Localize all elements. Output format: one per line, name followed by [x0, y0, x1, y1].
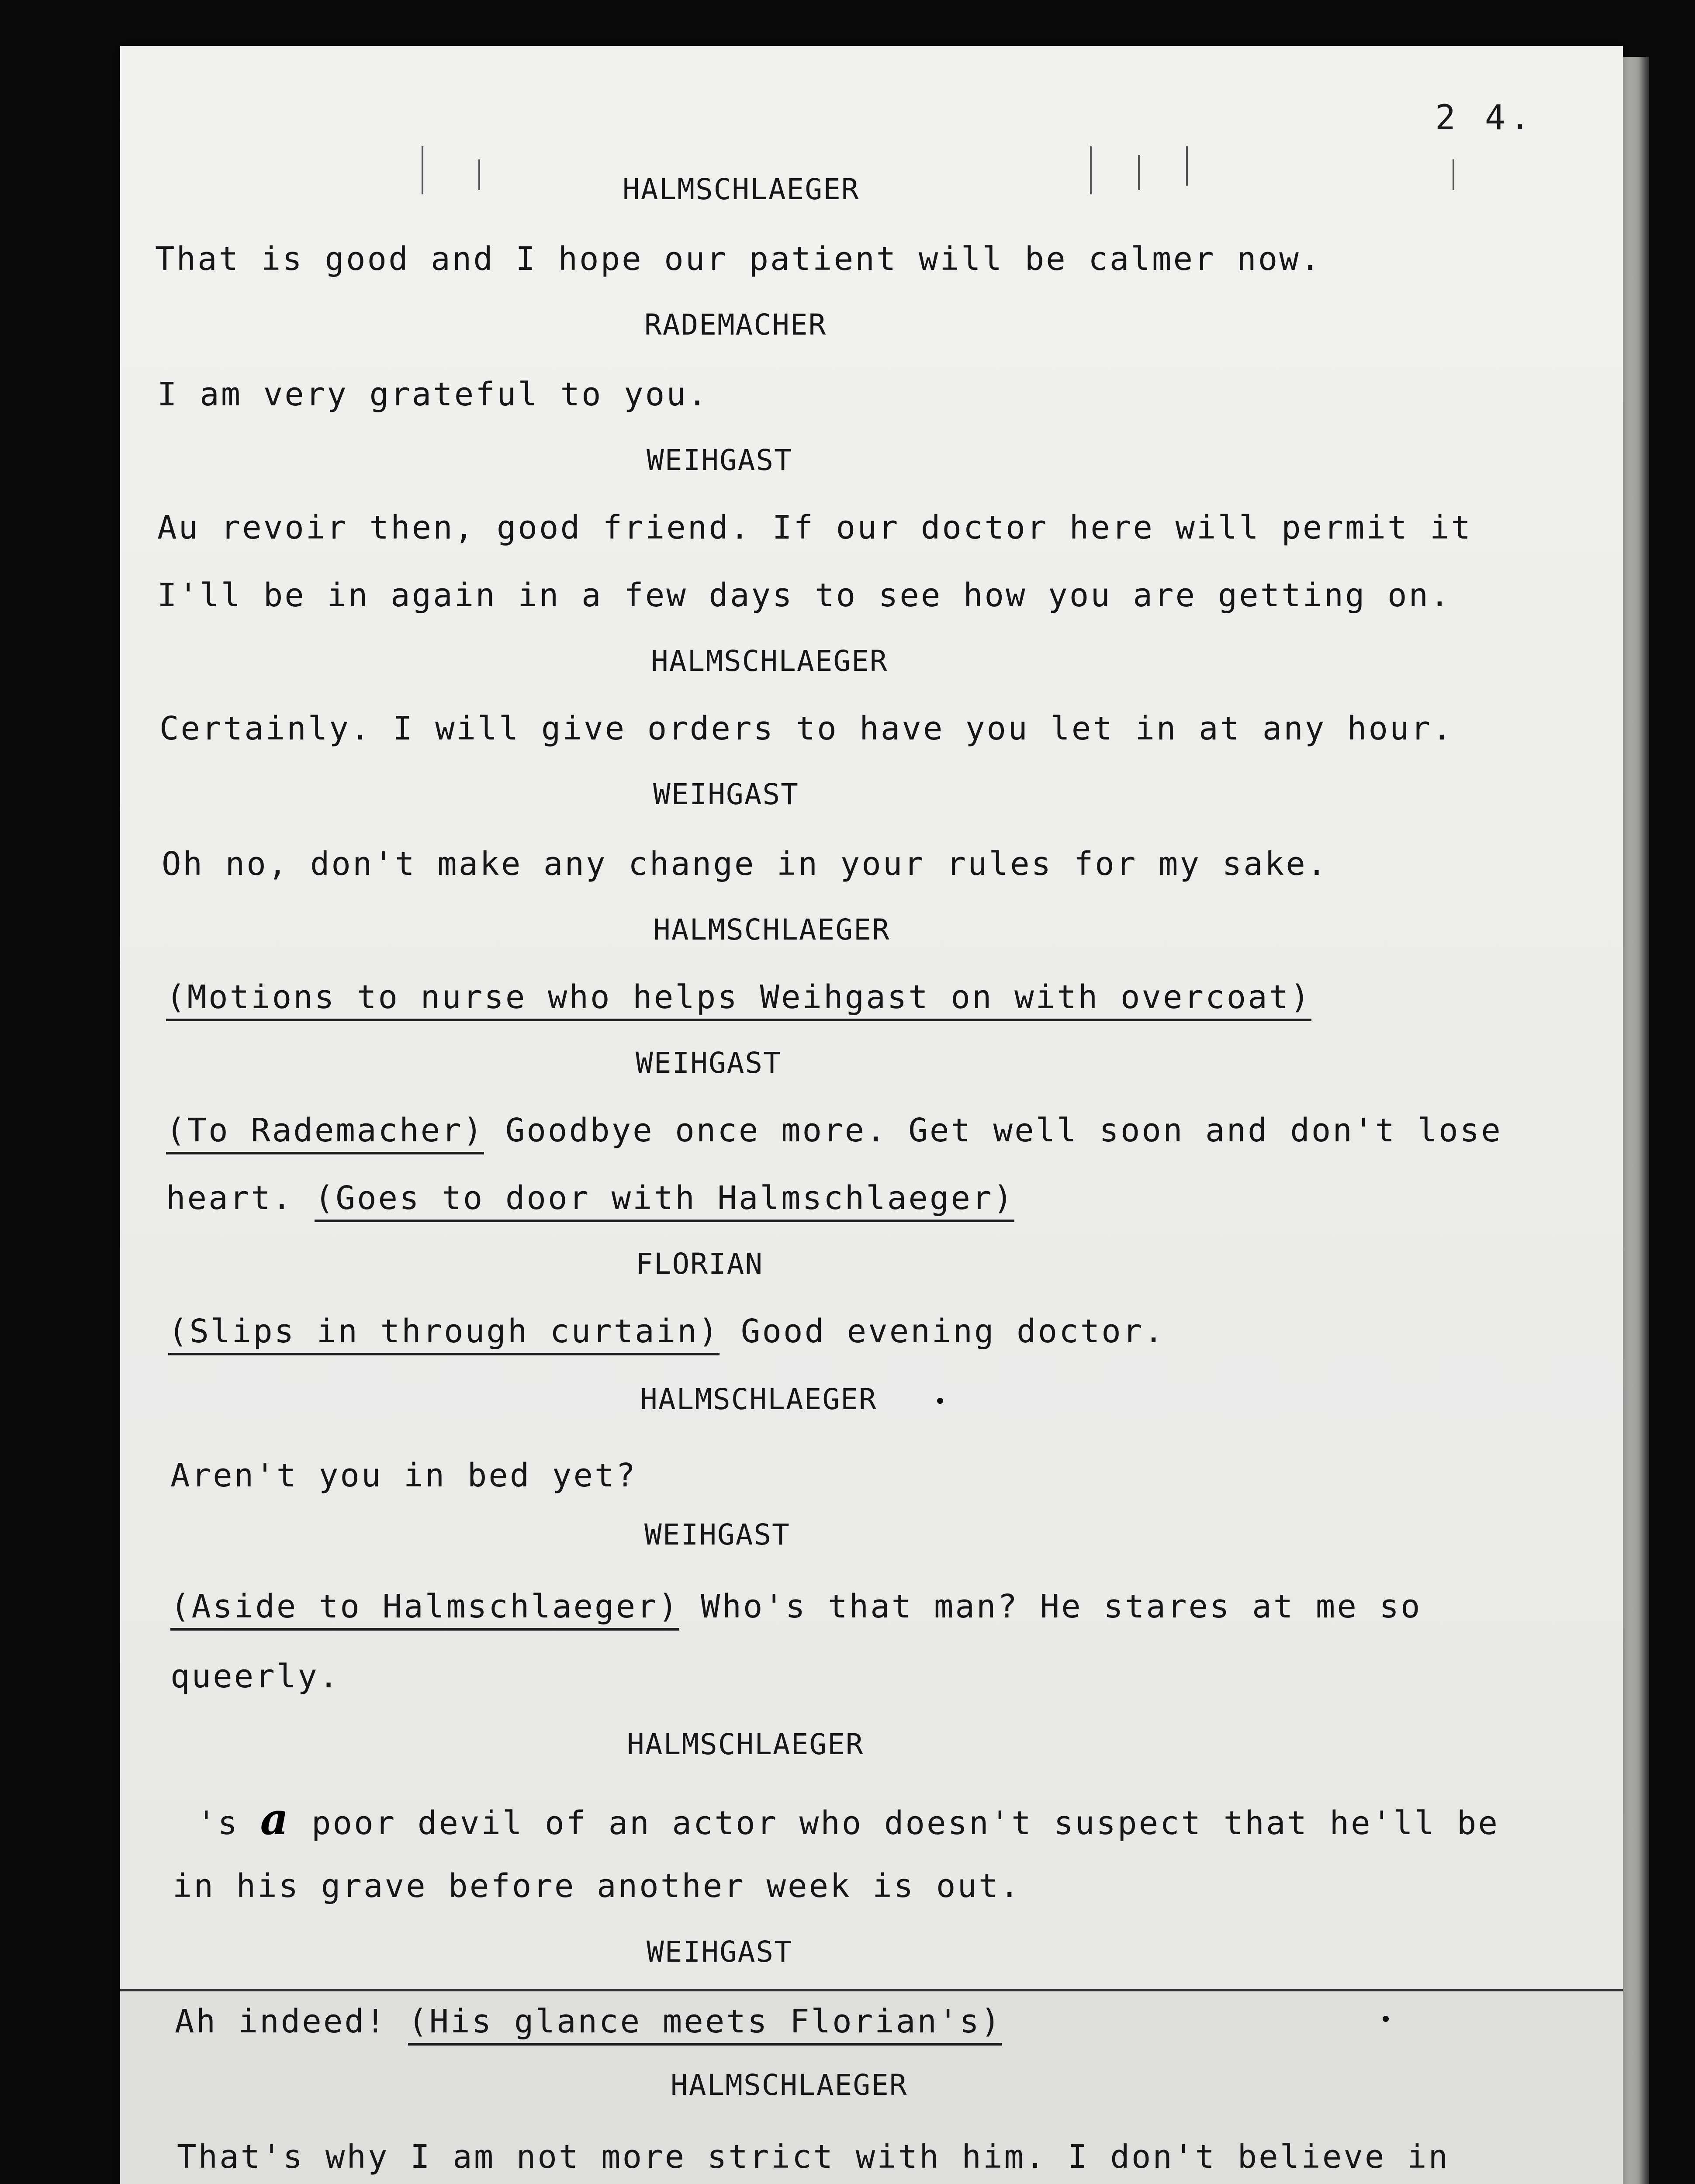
speaker-name: HALMSCHLAEGER [651, 644, 888, 678]
stage-direction: (His glance meets Florian's) [408, 2003, 1002, 2046]
dialogue-text: Ah indeed! [175, 2003, 408, 2040]
dialogue-text: 's [197, 1804, 260, 1842]
dialogue-text: Good evening doctor. [720, 1313, 1165, 1350]
dialogue-line: I'll be in again in a few days to see how you are getting on. [157, 577, 1451, 614]
speaker-name: WEIHGAST [653, 778, 799, 811]
page-number: 2 4. [1435, 98, 1535, 138]
dialogue-line: in his grave before another week is out. [173, 1867, 1021, 1905]
stage-direction: (Goes to door with Halmschlaeger) [315, 1179, 1014, 1222]
speaker-name: FLORIAN [636, 1247, 764, 1281]
speaker-name: HALMSCHLAEGER [640, 1382, 877, 1416]
speaker-name: WEIHGAST [647, 1935, 792, 1969]
stage-direction: (Aside to Halmschlaeger) [170, 1588, 679, 1631]
speaker-name: HALMSCHLAEGER [671, 2068, 908, 2102]
dialogue-text: poor devil of an actor who doesn't suspect that he'll be [290, 1804, 1499, 1842]
typescript-page [120, 46, 1623, 2184]
dialogue-text: heart. [166, 1179, 315, 1217]
dialogue-text: Goodbye once more. Get well soon and don't lose [484, 1112, 1502, 1149]
dialogue-line [168, 1313, 1165, 1350]
dialogue-text: Who's that man? He stares at me so [679, 1588, 1422, 1625]
handwritten-correction: a [260, 1793, 291, 1845]
script-body [120, 46, 1623, 2184]
dialogue-line: That's why I am not more strict with him. I don't believe in [177, 2138, 1450, 2176]
dialogue-line: Au revoir then, good friend. If our doctor here will permit it [157, 509, 1473, 546]
ink-speck [937, 1398, 943, 1404]
dialogue-line: Oh no, don't make any change in your rules for my sake. [162, 845, 1328, 883]
dialogue-line [166, 1112, 1502, 1149]
speaker-name: WEIHGAST [636, 1046, 782, 1080]
dialogue-line: I am very grateful to you. [157, 376, 709, 413]
speaker-name: RADEMACHER [644, 308, 827, 342]
dialogue-line [197, 1793, 1499, 1845]
stage-direction: (Motions to nurse who helps Weihgast on with overcoat) [166, 978, 1311, 1021]
dialogue-line: That is good and I hope our patient will be calmer now. [155, 240, 1322, 278]
stage-direction: (To Rademacher) [166, 1112, 484, 1154]
speaker-name: HALMSCHLAEGER [653, 913, 890, 947]
stage-direction-line [166, 978, 1311, 1016]
ink-speck [1383, 2016, 1389, 2022]
speaker-name: HALMSCHLAEGER [627, 1728, 864, 1761]
page-edge-shadow [1623, 57, 1649, 2184]
dialogue-line: queerly. [170, 1658, 340, 1695]
speaker-name: WEIHGAST [647, 443, 792, 477]
dialogue-line: Certainly. I will give orders to have you let in at any hour. [159, 710, 1453, 747]
speaker-name: WEIHGAST [644, 1518, 790, 1552]
dialogue-line: Aren't you in bed yet? [170, 1457, 637, 1494]
stage-direction: (Slips in through curtain) [168, 1313, 720, 1355]
dialogue-line [170, 1588, 1422, 1625]
dialogue-line [175, 2003, 1002, 2040]
speaker-name: HALMSCHLAEGER [623, 173, 860, 206]
dialogue-line [166, 1179, 1014, 1217]
